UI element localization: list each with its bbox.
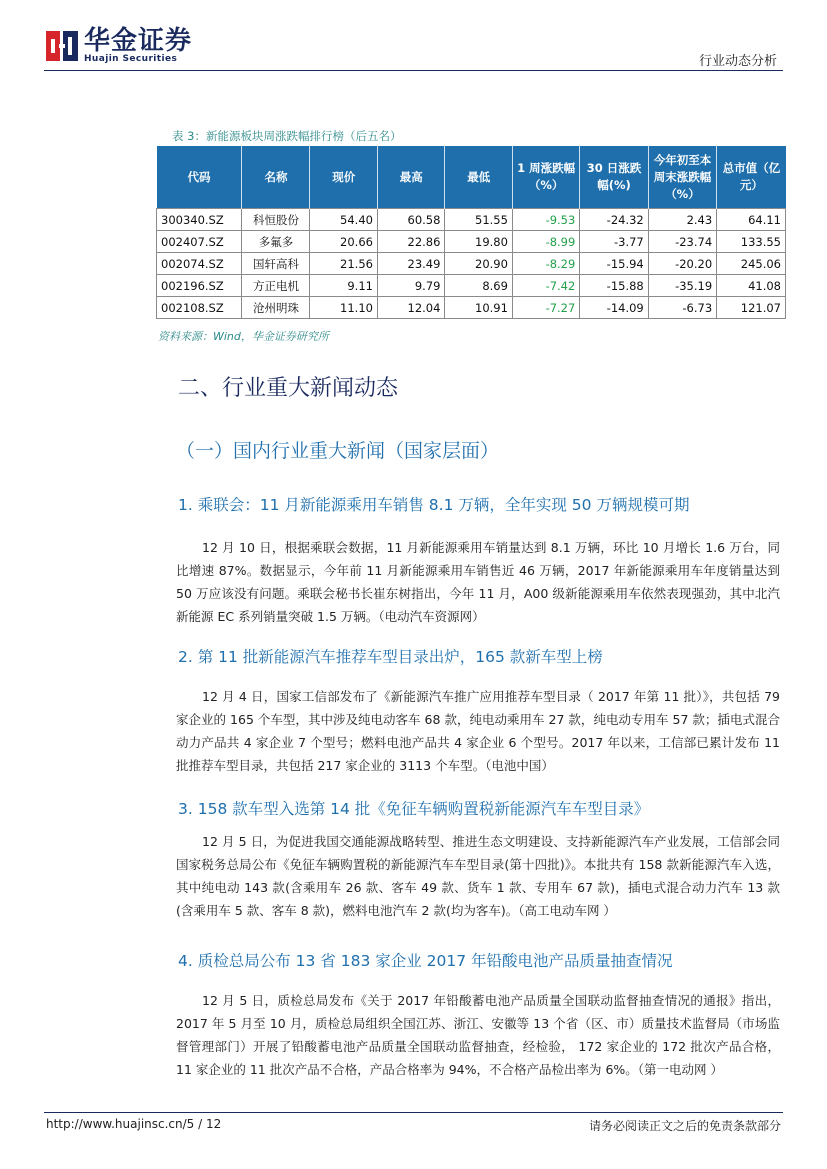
news-body-1: 12 月 10 日，根据乘联会数据，11 月新能源乘用车销量达到 8.1 万辆，环比 10 月增长 1.6 万台，同比增速 87%。数据显示，今年前 11 月新能源乘用车销售近 46 万辆，2017 年新能源乘用车年度销量达到 50 万应该没有问题。乘联会秘书长崔东树指出，今年 11 月，A00 级新能源乘用车依然表现强劲，其中北汽新能源 EC 系列销量突破 1.5 万辆。（电动汽车资源网）	[176, 540, 780, 624]
header-price: 现价	[310, 146, 377, 209]
table-caption: 表 3：新能源板块周涨跌幅排行榜（后五名）	[172, 129, 402, 143]
cell-30d-change: -15.88	[580, 275, 648, 297]
cell-30d-change: -24.32	[580, 209, 648, 231]
cell-market-cap: 64.11	[717, 209, 786, 231]
table-row	[157, 231, 786, 253]
header-ytd-change: 今年初至本周末涨跌幅（%）	[648, 146, 716, 209]
report-section-label: 行业动态分析	[698, 54, 777, 69]
cell-week-change: -8.29	[512, 253, 579, 275]
cell-market-cap: 133.55	[717, 231, 786, 253]
page-number: 5 / 12	[186, 1117, 222, 1131]
cell-code: 002074.SZ	[157, 253, 242, 275]
cell-name: 方正电机	[242, 275, 310, 297]
cell-price: 11.10	[310, 297, 377, 319]
cell-code: 002196.SZ	[157, 275, 242, 297]
cell-code: 002108.SZ	[157, 297, 242, 319]
cell-high: 60.58	[377, 209, 444, 231]
cell-price: 54.40	[310, 209, 377, 231]
table-row	[157, 275, 786, 297]
cell-high: 9.79	[377, 275, 444, 297]
cell-30d-change: -14.09	[580, 297, 648, 319]
news-body-3: 12 月 5 日，为促进我国交通能源战略转型、推进生态文明建设、支持新能源汽车产业发展，工信部会同国家税务总局公布《免征车辆购置税的新能源汽车车型目录(第十四批)》。本批共有 158 款新能源汽车入选，其中纯电动 143 款(含乘用车 26 款、客车 49 款、货车 1 款、专用车 67 款)，插电式混合动力汽车 13 款(含乘用车 5 款、客车 8 款)，燃料电池汽车 2 款(均为客车)。（高工电动车网 ）	[176, 834, 780, 918]
cell-ytd-change: -6.73	[648, 297, 716, 319]
cell-market-cap: 41.08	[717, 275, 786, 297]
table-row	[157, 297, 786, 319]
footer-divider	[44, 1112, 783, 1113]
table-header-row	[157, 146, 786, 209]
cell-week-change: -9.53	[512, 209, 579, 231]
cell-price: 9.11	[310, 275, 377, 297]
cell-ytd-change: -20.20	[648, 253, 716, 275]
cell-low: 19.80	[445, 231, 512, 253]
cell-week-change: -7.27	[512, 297, 579, 319]
logo-chinese-name: 华金证券	[84, 26, 193, 56]
news-title-2: 2. 第 11 批新能源汽车推荐车型目录出炉，165 款新车型上榜	[178, 648, 603, 666]
huajin-logo-icon	[46, 31, 78, 61]
subsection-heading: （一）国内行业重大新闻（国家层面）	[176, 440, 500, 462]
header-high: 最高	[377, 146, 444, 209]
footer-url-page	[46, 1117, 221, 1131]
cell-low: 10.91	[445, 297, 512, 319]
header-market-cap: 总市值（亿元）	[717, 146, 786, 209]
footer-disclaimer: 请务必阅读正文之后的免责条款部分	[588, 1119, 781, 1133]
cell-30d-change: -3.77	[580, 231, 648, 253]
cell-ytd-change: -23.74	[648, 231, 716, 253]
cell-30d-change: -15.94	[580, 253, 648, 275]
cell-name: 科恒股份	[242, 209, 310, 231]
cell-low: 20.90	[445, 253, 512, 275]
cell-low: 8.69	[445, 275, 512, 297]
header-30d-change: 30 日涨跌幅(%)	[580, 146, 648, 209]
cell-high: 22.86	[377, 231, 444, 253]
cell-low: 51.55	[445, 209, 512, 231]
cell-price: 20.66	[310, 231, 377, 253]
header-low: 最低	[445, 146, 512, 209]
table-row	[157, 253, 786, 275]
cell-ytd-change: 2.43	[648, 209, 716, 231]
table-source-note: 资料来源：Wind，华金证券研究所	[158, 330, 329, 343]
header-name: 名称	[242, 146, 310, 209]
header-week-change: 1 周涨跌幅（%）	[512, 146, 579, 209]
section-heading: 二、行业重大新闻动态	[178, 376, 399, 401]
cell-market-cap: 245.06	[717, 253, 786, 275]
news-title-3: 3. 158 款车型入选第 14 批《免征车辆购置税新能源汽车车型目录》	[178, 800, 650, 818]
cell-name: 多氟多	[242, 231, 310, 253]
news-body-4: 12 月 5 日，质检总局发布《关于 2017 年铅酸蓄电池产品质量全国联动监督抽查情况的通报》指出，2017 年 5 月至 10 月，质检总局组织全国江苏、浙江、安徽等 13 个省（区、市）质量技术监督局（市场监督管理部门）开展了铅酸蓄电池产品质量全国联动监督抽查，经检验， 172 家企业的 172 批次产品合格，11 家企业的 11 批次产品不合格，产品合格率为 94%，不合格产品检出率为 6%。（第一电动网 ）	[176, 993, 780, 1077]
cell-high: 23.49	[377, 253, 444, 275]
news-body-2: 12 月 4 日，国家工信部发布了《新能源汽车推广应用推荐车型目录（ 2017 年第 11 批）》，共包括 79 家企业的 165 个车型，其中涉及纯电动客车 68 款，纯电动乘用车 27 款，纯电动专用车 57 款；插电式混合动力产品共 4 家企业 7 个型号；燃料电池产品共 4 家企业 6 个型号。2017 年以来，工信部已累计发布 11 批推荐车型目录，共包括 217 家企业的 3113 个车型。（电池中国）	[176, 689, 780, 773]
table-row	[157, 209, 786, 231]
cell-market-cap: 121.07	[717, 297, 786, 319]
header-code: 代码	[157, 146, 242, 209]
cell-week-change: -8.99	[512, 231, 579, 253]
cell-week-change: -7.42	[512, 275, 579, 297]
cell-price: 21.56	[310, 253, 377, 275]
footer-url-link[interactable]: http://www.huajinsc.cn/	[46, 1117, 187, 1131]
cell-code: 002407.SZ	[157, 231, 242, 253]
cell-code: 300340.SZ	[157, 209, 242, 231]
cell-ytd-change: -35.19	[648, 275, 716, 297]
news-title-1: 1. 乘联会：11 月新能源乘用车销售 8.1 万辆，全年实现 50 万辆规模可期	[178, 496, 690, 514]
header-divider	[44, 70, 783, 71]
news-title-4: 4. 质检总局公布 13 省 183 家企业 2017 年铅酸电池产品质量抽查情况	[178, 952, 673, 970]
cell-name: 沧州明珠	[242, 297, 310, 319]
ranking-table	[156, 146, 786, 319]
logo-english-name: Huajin Securities	[84, 54, 178, 64]
cell-name: 国轩高科	[242, 253, 310, 275]
cell-high: 12.04	[377, 297, 444, 319]
